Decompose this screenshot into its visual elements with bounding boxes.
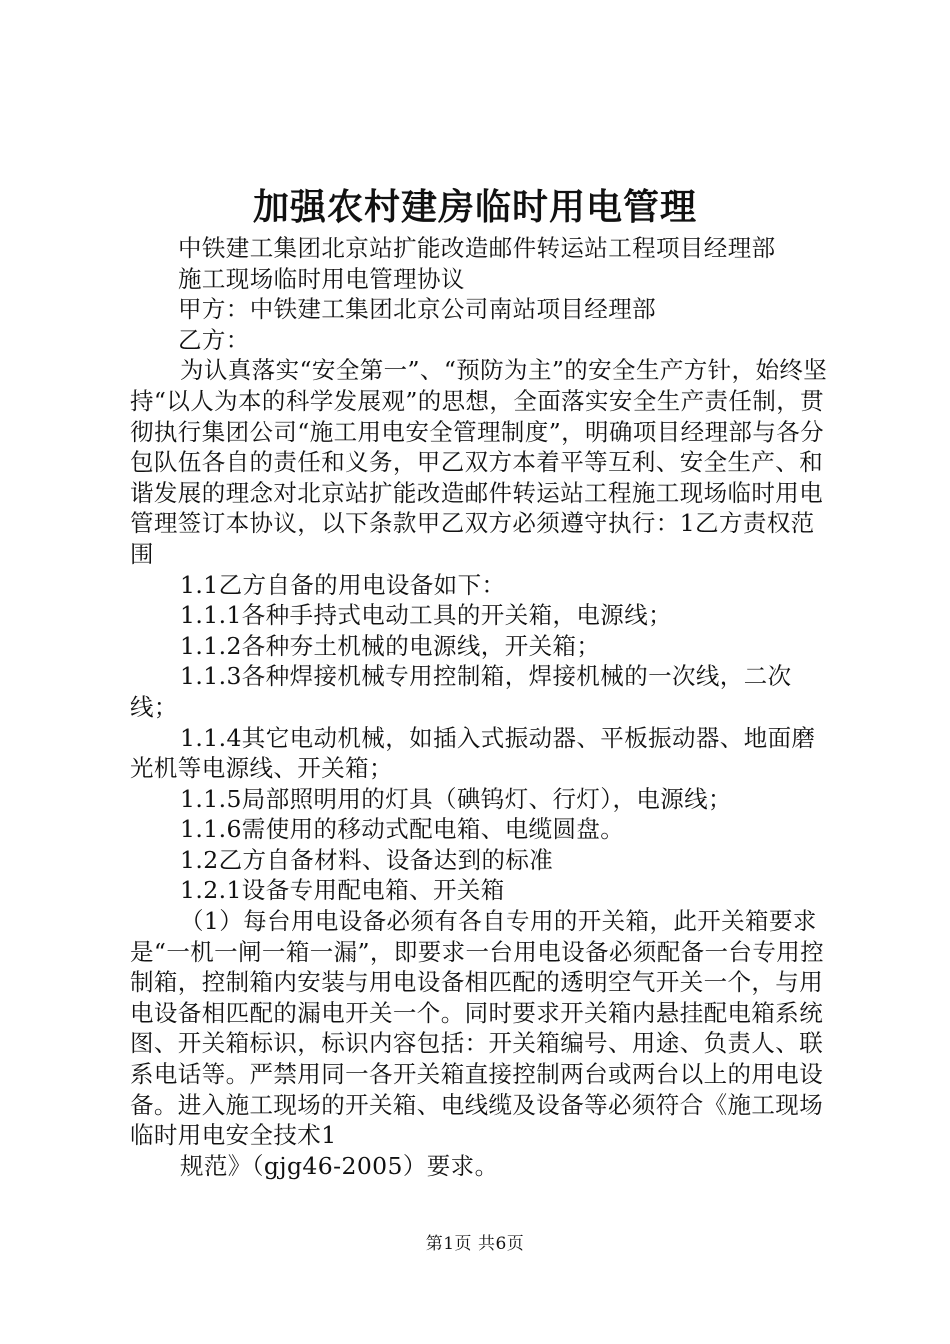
paragraph-clause-1-1-6: 1.1.6需使用的移动式配电箱、电缆圆盘。 bbox=[180, 815, 625, 844]
paragraph-clause-1-2-1: 1.2.1设备专用配电箱、开关箱 bbox=[180, 876, 505, 905]
paragraph-item-1: （1）每台用电设备必须有各自专用的开关箱，此开关箱要求是“一机一闸一箱一漏”，即要求一台用电设备必须配备一台专用控制箱，控制箱内安装与用电设备相匹配的透明空气开关一个，与用电设备相匹配的漏电开关一个。同时要求开关箱内悬挂配电箱系统图、开关箱标识，标识内容包括：开关箱编号、用途、负责人、联系电话等。严禁用同一各开关箱直接控制两台或两台以上的用电设备。进入施工现场的开关箱、电线缆及设备等必须符合《施工现场临时用电安全技术1 bbox=[130, 907, 825, 1150]
paragraph-clause-1-2: 1.2乙方自备材料、设备达到的标准 bbox=[180, 845, 554, 874]
paragraph-clause-1-1-4: 1.1.4其它电动机械，如插入式振动器、平板振动器、地面磨光机等电源线、开关箱； bbox=[130, 723, 816, 783]
document-title: 加强农村建房临时用电管理 bbox=[252, 187, 697, 228]
paragraph-clause-1-1-5: 1.1.5局部照明用的灯具（碘钨灯、行灯），电源线； bbox=[180, 784, 732, 813]
paragraph-clause-1-1-3: 1.1.3各种焊接机械专用控制箱，焊接机械的一次线，二次线； bbox=[130, 662, 792, 721]
page-footer: 第1页 共6页 bbox=[425, 1234, 525, 1254]
paragraph-standard-ref: 规范》（gjg46-2005）要求。 bbox=[180, 1151, 499, 1180]
paragraph-agreement-name: 施工现场临时用电管理协议 bbox=[178, 264, 465, 293]
paragraph-clause-1-1-2: 1.1.2各种夯土机械的电源线，开关箱； bbox=[180, 631, 601, 660]
paragraph-party-b: 乙方： bbox=[178, 325, 250, 354]
paragraph-clause-1-1-1: 1.1.1各种手持式电动工具的开关箱，电源线； bbox=[180, 601, 672, 630]
paragraph-party-a: 甲方：中铁建工集团北京公司南站项目经理部 bbox=[178, 295, 656, 324]
paragraph-clause-1-1: 1.1乙方自备的用电设备如下： bbox=[180, 570, 506, 599]
paragraph-project-dept: 中铁建工集团北京站扩能改造邮件转运站工程项目经理部 bbox=[178, 234, 776, 262]
paragraph-preamble: 为认真落实“安全第一”、“预防为主”的安全生产方针，始终坚持“以人为本的科学发展观”的思想，全面落实安全生产责任制，贯彻执行集团公司“施工用电安全管理制度”，明确项目经理部与各分包队伍各自的责任和义务，甲乙双方本着平等互利、安全生产、和谐发展的理念对北京站扩能改造邮件转运站工程施工现场临时用电管理签订本协议，以下条款甲乙双方必须遵守执行：1乙方责权范围 bbox=[130, 356, 828, 568]
document-body bbox=[130, 233, 830, 1181]
